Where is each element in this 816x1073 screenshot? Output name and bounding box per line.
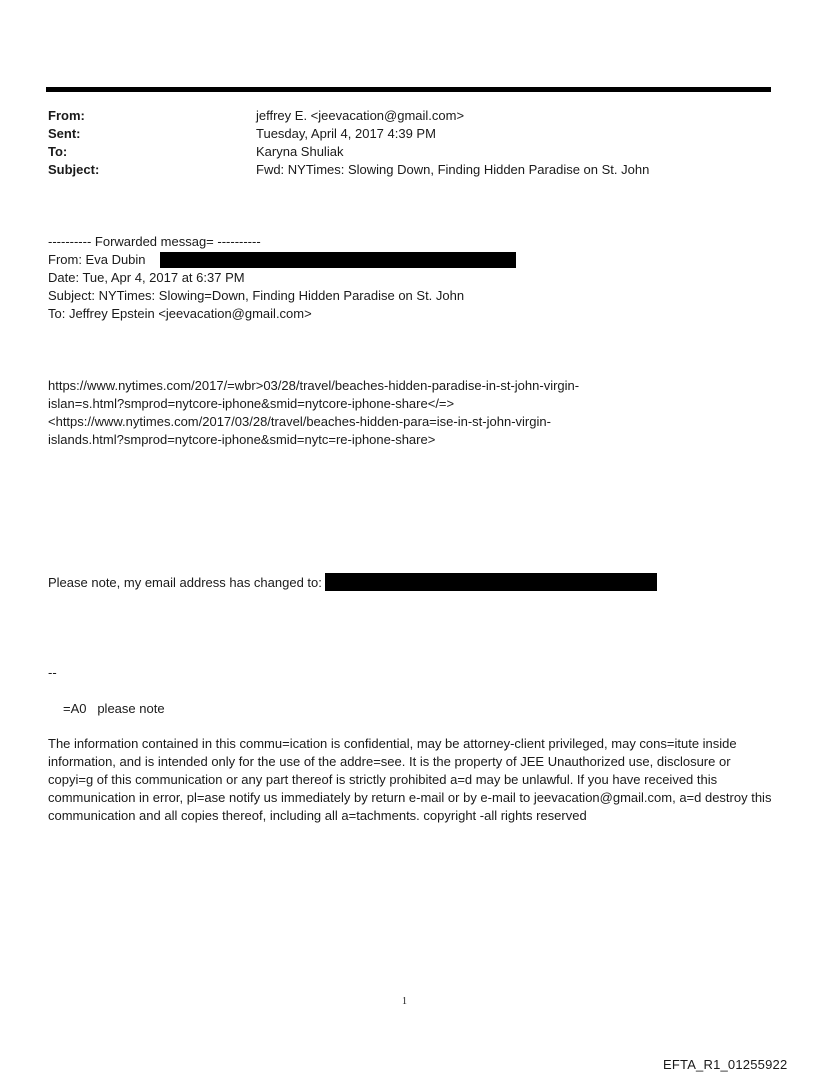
to-value: Karyna Shuliak	[256, 144, 344, 159]
forward-to: To: Jeffrey Epstein <jeevacation@gmail.com>	[48, 306, 312, 321]
email-change-note: Please note, my email address has changed to:	[48, 575, 322, 590]
from-label: From:	[48, 108, 85, 123]
redaction-box	[325, 573, 657, 591]
to-label: To:	[48, 144, 68, 159]
signature-separator: --	[48, 665, 57, 680]
subject-value: Fwd: NYTimes: Slowing Down, Finding Hidden Paradise on St. John	[256, 162, 650, 177]
sent-label: Sent:	[48, 126, 81, 141]
bates-stamp: EFTA_R1_01255922	[663, 1057, 788, 1072]
forward-subject: Subject: NYTimes: Slowing=Down, Finding Hidden Paradise on St. John	[48, 288, 465, 303]
article-link-line[interactable]: islands.html?smprod=nytcore-iphone&smid=nytc=re-iphone-share>	[48, 432, 436, 447]
header-rule	[46, 87, 771, 92]
article-link-line[interactable]: islan=s.html?smprod=nytcore-iphone&smid=nytcore-iphone-share</=>	[48, 396, 455, 411]
forward-from: From: Eva Dubin	[48, 252, 146, 267]
sent-value: Tuesday, April 4, 2017 4:39 PM	[256, 126, 436, 141]
please-note-line: =A0 please note	[63, 701, 165, 716]
confidentiality-disclaimer: The information contained in this commu=ication is confidential, may be attorney-client privileged, may cons=itute inside information, and is intended only for the use of the addre=see. It is the property of JEE Unauthorized use, disclosure or copyi=g of this communication or any part thereof is strictly prohibited a=d may be unlawful. If you have received this communication in error, pl=ase notify us immediately by return e-mail or by e-mail to jeevacation@gmail.com, a=d destroy this communication and all copies thereof, including all a=tachments. copyright -all rights reserved	[48, 736, 772, 823]
article-link-line[interactable]: <https://www.nytimes.com/2017/03/28/travel/beaches-hidden-para=ise-in-st-john-virgin-	[48, 414, 551, 429]
page-number: 1	[402, 996, 407, 1007]
forward-date: Date: Tue, Apr 4, 2017 at 6:37 PM	[48, 270, 245, 285]
redaction-box	[160, 252, 516, 268]
subject-label: Subject:	[48, 162, 100, 177]
from-value: jeffrey E. <jeevacation@gmail.com>	[256, 108, 465, 123]
article-link-line[interactable]: https://www.nytimes.com/2017/=wbr>03/28/travel/beaches-hidden-paradise-in-st-john-virgin-	[48, 378, 580, 393]
forward-separator: ---------- Forwarded messag= ----------	[48, 234, 261, 249]
